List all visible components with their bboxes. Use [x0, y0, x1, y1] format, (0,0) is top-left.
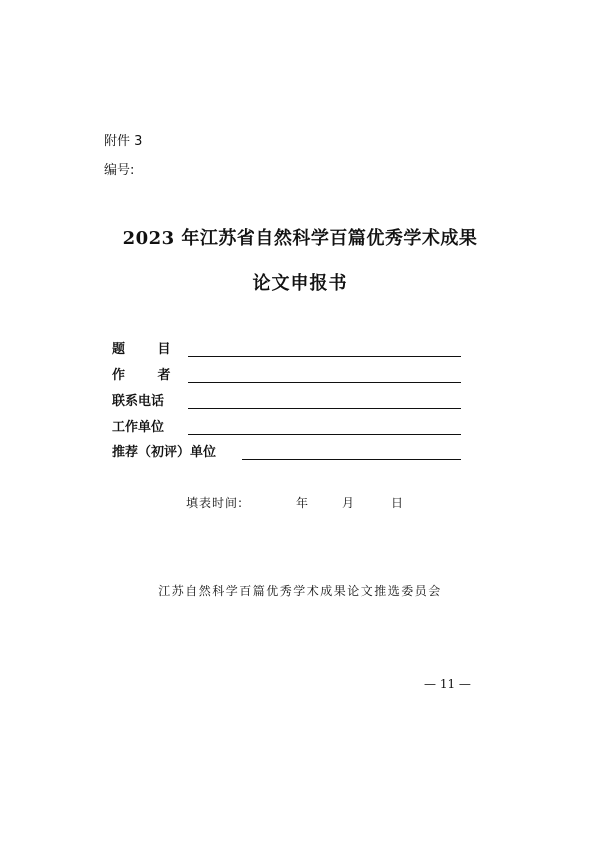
page-number: — 11 — — [424, 677, 471, 691]
form-field-title — [112, 339, 462, 359]
field-label-author: 作 者 — [112, 368, 185, 383]
document-subtitle: 论文申报书 — [252, 273, 348, 294]
fill-date-year: 年 — [296, 496, 310, 510]
fill-date-month: 月 — [342, 496, 356, 510]
author-input-line[interactable] — [188, 382, 461, 383]
attachment-label: 附件 3 — [104, 134, 143, 149]
work-unit-input-line[interactable] — [188, 434, 461, 435]
recommending-unit-input-line[interactable] — [242, 459, 461, 460]
phone-input-line[interactable] — [188, 408, 461, 409]
serial-number-label: 编号: — [104, 163, 135, 178]
fill-date-label: 填表时间: — [186, 496, 244, 510]
document-title: 2023 年江苏省自然科学百篇优秀学术成果 — [122, 228, 478, 249]
committee-name: 江苏自然科学百篇优秀学术成果论文推选委员会 — [158, 584, 442, 598]
form-field-phone — [112, 391, 462, 411]
form-field-author — [112, 365, 462, 385]
field-label-phone: 联系电话 — [112, 394, 165, 409]
form-field-recommending-unit — [112, 442, 462, 462]
field-label-recommending-unit: 推荐（初评）单位 — [112, 445, 217, 460]
title-input-line[interactable] — [188, 356, 461, 357]
fill-date-day: 日 — [391, 496, 405, 510]
form-field-work-unit — [112, 417, 462, 437]
field-label-work-unit: 工作单位 — [112, 420, 165, 435]
field-label-title: 题 目 — [112, 342, 185, 357]
